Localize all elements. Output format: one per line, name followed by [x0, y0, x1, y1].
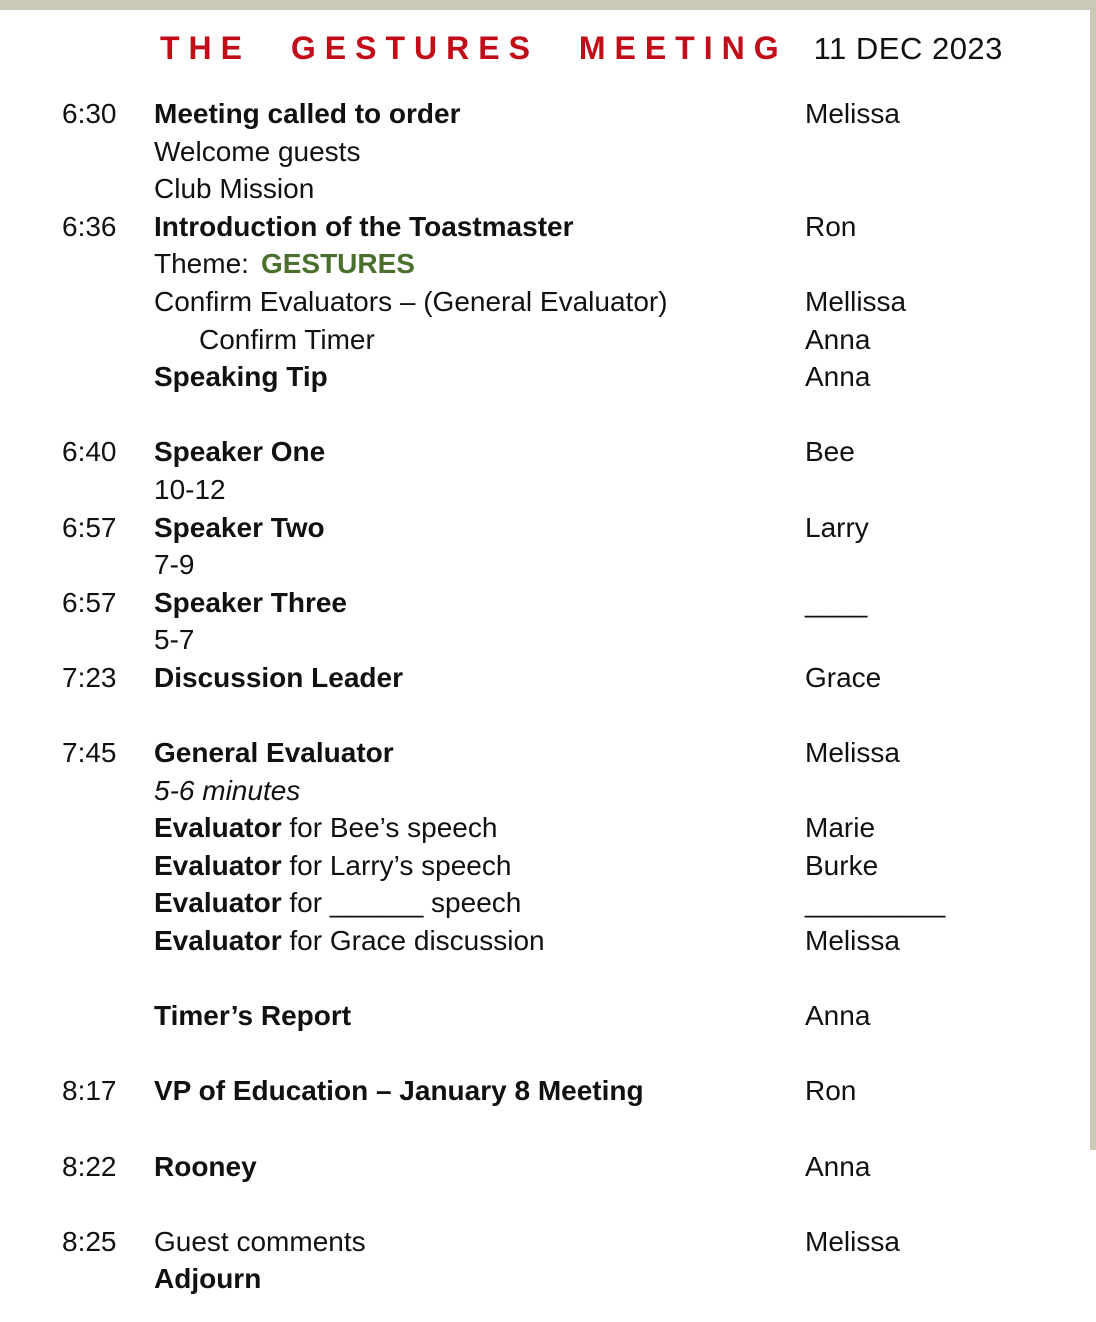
- agenda-row: [62, 283, 1096, 321]
- agenda-item-text: [154, 283, 805, 321]
- agenda-spacer: [62, 1110, 1096, 1148]
- agenda-time: 6:57: [62, 586, 117, 618]
- agenda-item-text: [154, 809, 805, 847]
- assignee-name: Anna: [805, 1000, 871, 1032]
- assignee-name: Anna: [805, 323, 871, 355]
- assignee-name: Melissa: [805, 737, 900, 769]
- agenda-time: [62, 358, 154, 396]
- agenda-item-text: [154, 884, 805, 922]
- page-title: THE GESTURES MEETING: [160, 30, 788, 66]
- page-edge-right: [1090, 0, 1096, 1150]
- text-segment: 5-6 minutes: [154, 774, 301, 806]
- agenda-time: [62, 621, 154, 659]
- text-segment: Rooney: [154, 1150, 257, 1182]
- assignee-name: [805, 772, 1096, 810]
- page-edge-top: [0, 0, 1096, 10]
- assignee-blank-line: _________: [805, 887, 946, 919]
- page-date: 11 DEC 2023: [813, 31, 1003, 66]
- text-segment: Confirm Timer: [199, 323, 375, 355]
- agenda-time: 6:30: [62, 98, 117, 129]
- assignee-name: Melissa: [805, 925, 900, 957]
- assignee-name: Bee: [805, 436, 855, 468]
- assignee-name: [805, 621, 1096, 659]
- text-segment: Evaluator: [154, 925, 282, 957]
- text-segment: Discussion Leader: [154, 661, 403, 693]
- agenda-spacer: [62, 697, 1096, 735]
- assignee-name: Melissa: [805, 1225, 900, 1257]
- assignee-blank-line: ____: [805, 586, 868, 618]
- agenda-row: [62, 208, 1096, 246]
- agenda-item-text: [154, 847, 805, 885]
- agenda-time: 6:40: [62, 436, 117, 468]
- agenda-item-text: [154, 208, 805, 246]
- agenda-row: [62, 621, 1096, 659]
- text-segment: Confirm Evaluators – (General Evaluator): [154, 285, 668, 317]
- agenda-item-text: [154, 997, 805, 1035]
- agenda-time: [62, 170, 154, 208]
- text-segment: Evaluator: [154, 812, 282, 844]
- text-segment: VP of Education – January 8 Meeting: [154, 1075, 644, 1107]
- agenda-item-text: [154, 1223, 805, 1261]
- text-segment: Meeting called to order: [154, 98, 461, 129]
- agenda-spacer: [62, 1035, 1096, 1073]
- agenda-time: 8:25: [62, 1225, 117, 1257]
- agenda-time: [62, 809, 154, 847]
- text-segment: Theme:: [154, 248, 249, 280]
- agenda-row: [62, 245, 1096, 283]
- agenda-time: [62, 546, 154, 584]
- text-segment: for Larry’s speech: [281, 849, 512, 881]
- agenda-row: [62, 922, 1096, 960]
- assignee-name: Mellissa: [805, 285, 907, 317]
- assignee-name: [805, 471, 1096, 509]
- agenda-time: 6:36: [62, 210, 117, 242]
- agenda-item-text: [154, 170, 805, 208]
- agenda-row: [62, 1223, 1096, 1261]
- assignee-name: Anna: [805, 361, 871, 393]
- agenda-item-text: [154, 1072, 805, 1110]
- text-segment: Introduction of the Toastmaster: [154, 210, 574, 242]
- agenda-item-text: [154, 584, 805, 622]
- assignee-name: Melissa: [805, 98, 900, 129]
- agenda-row: [62, 847, 1096, 885]
- agenda-item-text: [154, 95, 805, 133]
- text-segment: Evaluator: [154, 887, 282, 919]
- text-segment: Speaking Tip: [154, 361, 328, 393]
- agenda-time: [62, 321, 154, 359]
- assignee-name: Larry: [805, 511, 869, 543]
- agenda-row: [62, 884, 1096, 922]
- assignee-name: [805, 546, 1096, 584]
- agenda-time: [62, 922, 154, 960]
- text-segment: Guest comments: [154, 1225, 366, 1257]
- assignee-name: Ron: [805, 1075, 857, 1107]
- assignee-name: [805, 1260, 1096, 1298]
- agenda-row: [62, 772, 1096, 810]
- agenda-time: [62, 772, 154, 810]
- agenda-item-text: [154, 546, 805, 584]
- agenda-spacer: [62, 1185, 1096, 1223]
- agenda-item-text: [154, 509, 805, 547]
- agenda-item-text: [154, 1260, 805, 1298]
- agenda-row: [62, 95, 1096, 133]
- agenda-time: [62, 884, 154, 922]
- assignee-name: Burke: [805, 849, 879, 881]
- text-segment: Club Mission: [154, 173, 315, 205]
- agenda-row: [62, 358, 1096, 396]
- title-row: [0, 0, 1096, 67]
- agenda-row: [62, 471, 1096, 509]
- assignee-name: [805, 245, 1096, 283]
- agenda-row: [62, 433, 1096, 471]
- agenda-item-text: [154, 772, 805, 810]
- text-segment: for: [281, 887, 330, 919]
- text-segment: Welcome guests: [154, 135, 361, 167]
- agenda-row: [62, 584, 1096, 622]
- agenda-row: [62, 546, 1096, 584]
- assignee-name: Grace: [805, 661, 882, 693]
- agenda-item-text: [154, 471, 805, 509]
- text-segment: Speaker Two: [154, 511, 325, 543]
- agenda-time: [62, 997, 154, 1035]
- text-segment: GESTURES: [260, 248, 415, 280]
- text-segment: speech: [423, 887, 522, 919]
- agenda-spacer: [62, 396, 1096, 434]
- text-segment: Speaker One: [154, 436, 326, 468]
- text-segment: 10-12: [154, 473, 226, 505]
- text-segment: General Evaluator: [154, 737, 394, 769]
- agenda-time: [62, 847, 154, 885]
- text-segment: 7-9: [154, 549, 195, 581]
- agenda-row: [62, 997, 1096, 1035]
- text-segment: Timer’s Report: [154, 1000, 352, 1032]
- agenda-row: [62, 509, 1096, 547]
- agenda-item-text: [154, 922, 805, 960]
- agenda-row: [62, 321, 1096, 359]
- agenda-item-text: [154, 358, 805, 396]
- agenda-item-text: [154, 321, 805, 359]
- assignee-name: Ron: [805, 210, 857, 242]
- agenda-item-text: [154, 621, 805, 659]
- agenda-time: [62, 471, 154, 509]
- agenda-time: [62, 245, 154, 283]
- agenda-item-text: [154, 659, 805, 697]
- agenda-time: [62, 1260, 154, 1298]
- agenda-spacer: [62, 960, 1096, 998]
- agenda-row: [62, 734, 1096, 772]
- agenda-item-text: [154, 433, 805, 471]
- agenda-time: 8:17: [62, 1075, 117, 1107]
- blank-line: ______: [329, 887, 424, 919]
- text-segment: Adjourn: [154, 1263, 262, 1295]
- agenda-item-text: [154, 734, 805, 772]
- agenda-row: [62, 809, 1096, 847]
- agenda-time: 7:23: [62, 661, 117, 693]
- text-segment: Evaluator: [154, 849, 282, 881]
- agenda-time: [62, 133, 154, 171]
- agenda-row: [62, 133, 1096, 171]
- agenda-row: [62, 659, 1096, 697]
- assignee-name: [805, 170, 1096, 208]
- agenda-time: 8:22: [62, 1150, 117, 1182]
- assignee-name: Anna: [805, 1150, 871, 1182]
- assignee-name: Marie: [805, 812, 876, 844]
- agenda-row: [62, 1148, 1096, 1186]
- agenda-item-text: [154, 245, 805, 283]
- text-segment: Speaker Three: [154, 586, 347, 618]
- agenda-list: [62, 95, 1096, 1298]
- agenda-time: 6:57: [62, 511, 117, 543]
- agenda-row: [62, 1260, 1096, 1298]
- agenda-time: [62, 283, 154, 321]
- agenda-item-text: [154, 133, 805, 171]
- text-segment: for Grace discussion: [281, 925, 545, 957]
- agenda-row: [62, 1072, 1096, 1110]
- agenda-row: [62, 170, 1096, 208]
- agenda-item-text: [154, 1148, 805, 1186]
- text-segment: 5-7: [154, 624, 195, 656]
- text-segment: for Bee’s speech: [281, 812, 498, 844]
- assignee-name: [805, 133, 1096, 171]
- agenda-time: 7:45: [62, 737, 117, 769]
